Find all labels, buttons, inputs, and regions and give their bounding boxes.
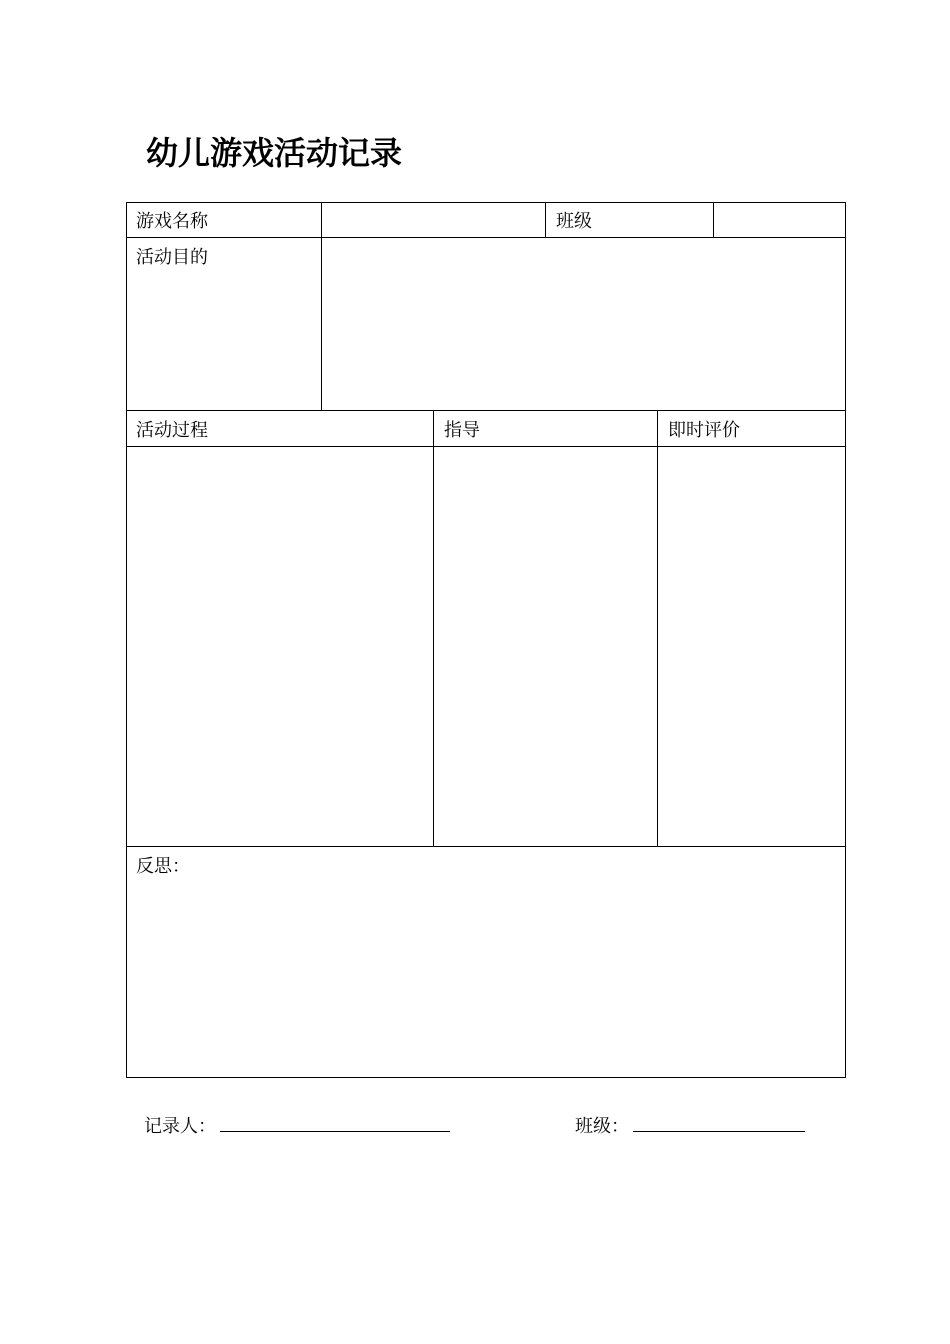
purpose-label: 活动目的 [136, 247, 208, 268]
purpose-label-cell [126, 238, 321, 410]
guidance-header-cell [434, 411, 657, 446]
footer-class-line[interactable] [633, 1131, 805, 1132]
process-header-cell [126, 411, 433, 446]
purpose-field[interactable] [322, 238, 845, 410]
class-label: 班级 [556, 211, 592, 232]
game-name-label-cell [126, 202, 321, 237]
reflection-label: 反思： [136, 856, 190, 877]
table-border-bottom [126, 1077, 846, 1078]
process-field[interactable] [126, 447, 433, 846]
table-border-right [845, 202, 846, 1078]
game-name-label: 游戏名称 [136, 211, 208, 232]
process-label: 活动过程 [136, 420, 208, 441]
reflection-field[interactable] [126, 847, 845, 1077]
class-field[interactable] [714, 202, 845, 237]
game-name-field[interactable] [322, 202, 545, 237]
footer-class-label: 班级： [575, 1116, 629, 1137]
evaluation-field[interactable] [658, 447, 845, 846]
guidance-label: 指导 [444, 420, 480, 441]
class-label-cell [546, 202, 713, 237]
evaluation-header-cell [658, 411, 845, 446]
document-title: 幼儿游戏活动记录 [146, 134, 403, 172]
recorder-label: 记录人： [144, 1116, 216, 1137]
guidance-field[interactable] [434, 447, 657, 846]
evaluation-label: 即时评价 [668, 420, 740, 441]
recorder-signature-line[interactable] [220, 1131, 450, 1132]
